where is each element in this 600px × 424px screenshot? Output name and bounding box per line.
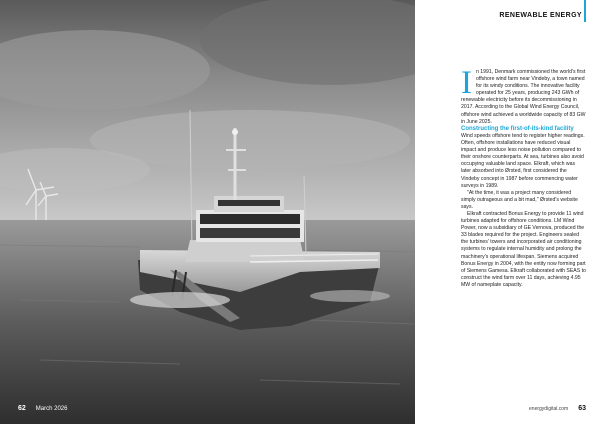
intro-paragraph <box>461 65 586 126</box>
intro-text: n 1991, Denmark commissioned the world's first offshore wind farm near Vindeby, a town named for its windy conditions. The innovative facility operated for 25 years, producing 243 GWh of renewable electricity before its decommissioning in 2017. According to the Global Wind Energy Council, offshore wind achieved a worldwide capacity of 83 GW in June 2025. <box>461 69 586 125</box>
article-body <box>461 65 586 289</box>
body-paragraph: "At the time, it was a project many considered simply outrageous and a bit mad," Ørsted's website says. <box>461 189 578 210</box>
website-link[interactable]: energydigital.com <box>529 406 569 412</box>
left-page-footer <box>18 405 67 412</box>
right-page-footer <box>415 405 586 412</box>
accent-rule <box>584 0 586 22</box>
issue-date: March 2026 <box>35 406 68 412</box>
drop-cap: I <box>461 65 472 101</box>
body-paragraph: Wind speeds offshore tend to register higher readings. Often, offshore installations have reduced visual impact and produce less noise pollution compared to their onshore counterparts. At sea, turbines also avoid occupying valuable land space. Elkraft, which was later absorbed into Ørsted, first considered the Vindeby concept in 1987 before commencing water surveys in 1989. <box>461 132 585 189</box>
section-title: RENEWABLE ENERGY <box>499 12 582 19</box>
left-page-number: 62 <box>18 405 26 412</box>
article-subheading: Constructing the first-of-its-kind facility <box>461 125 574 132</box>
body-paragraph: Elkraft contracted Bonus Energy to provide 11 wind turbines adapted for offshore conditions. LM Wind Power, now a subsidiary of GE Vernova, produced the 33 blades required for the project. Engineers sealed the turbines' towers and incorporated air conditioning systems to regulate internal humidity and prolong the machinery's operational lifespan. Siemens acquired Bonus Energy in 2004, with the entity now forming part of Siemens Gamesa. Elkraft collaborated with SEAS to construct the wind farm over 11 days, achieving 4.95 MW of nameplate capacity. <box>461 210 586 288</box>
text-page <box>415 0 600 424</box>
right-page-number: 63 <box>578 405 586 412</box>
